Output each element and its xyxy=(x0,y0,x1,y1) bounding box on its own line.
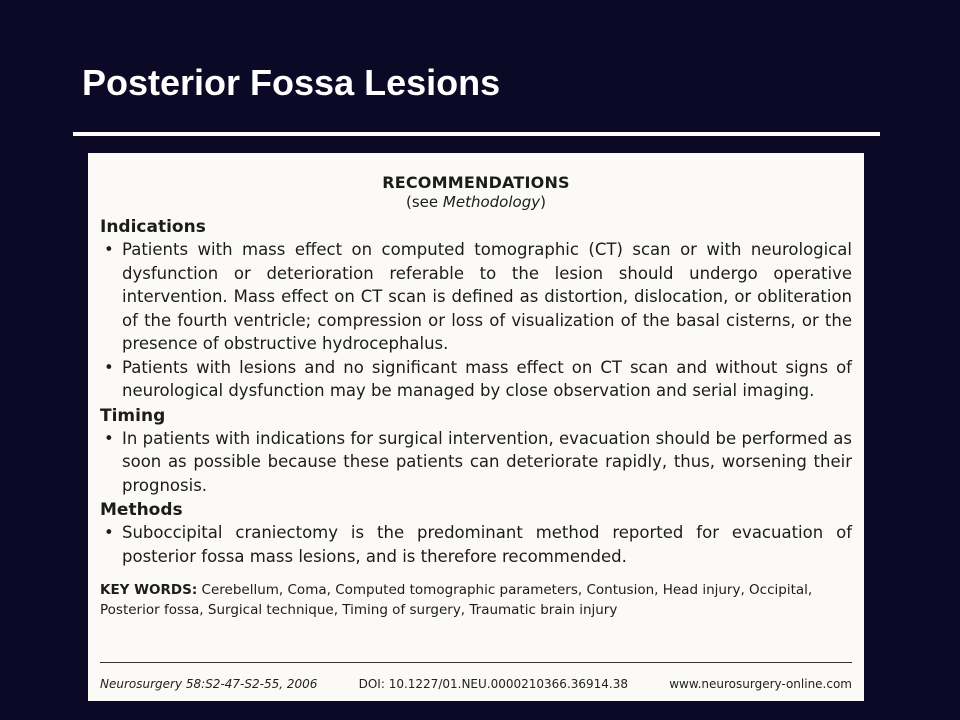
bullet-item: • Patients with lesions and no significant mass effect on CT scan and without signs of neurological dysfunction may be managed by close observation and serial imaging. xyxy=(100,356,852,403)
bullet-item: • Suboccipital craniectomy is the predominant method reported for evacuation of posterior fossa mass lesions, and is therefore recommended. xyxy=(100,521,852,568)
slide-title: Posterior Fossa Lesions xyxy=(82,62,501,103)
footer-divider xyxy=(100,662,852,663)
methodology-reference: Methodology xyxy=(442,193,541,211)
recommendations-subtitle xyxy=(100,193,852,211)
document-footer xyxy=(100,677,852,691)
section-title-timing: Timing xyxy=(100,405,166,426)
website-url: www.neurosurgery-online.com xyxy=(669,677,852,691)
scanned-document xyxy=(88,153,864,701)
recommendations-heading: RECOMMENDATIONS xyxy=(382,173,570,192)
keywords xyxy=(100,580,852,620)
journal-citation: Neurosurgery 58:S2-47-S2-55, 2006 xyxy=(100,677,318,691)
subtitle-suffix: ) xyxy=(540,193,546,211)
section-title-indications: Indications xyxy=(100,217,206,237)
doi-text: DOI: 10.1227/01.NEU.0000210366.36914.38 xyxy=(358,677,629,691)
title-divider xyxy=(73,132,880,136)
bullet-item: • Patients with mass effect on computed tomographic (CT) scan or with neurological dysfunction or deterioration referable to the lesion should undergo operative intervention. Mass effect on CT scan is defined as distortion, dislocation, or obliteration of the fourth ventricle; compression or loss of visualization of the basal cisterns, or the presence of obstructive hydrocephalus. xyxy=(100,238,852,356)
keywords-list: Cerebellum, Coma, Computed tomographic parameters, Contusion, Head injury, Occipital, Posterior fossa, Surgical technique, Timing of surgery, Traumatic brain injury xyxy=(100,582,813,618)
section-title-methods: Methods xyxy=(100,500,183,520)
bullet-item: • In patients with indications for surgical intervention, evacuation should be performed as soon as possible because these patients can deteriorate rapidly, thus, worsening their prognosis. xyxy=(100,427,852,498)
subtitle-prefix: (see xyxy=(406,193,443,211)
keywords-label: KEY WORDS: xyxy=(100,582,198,598)
